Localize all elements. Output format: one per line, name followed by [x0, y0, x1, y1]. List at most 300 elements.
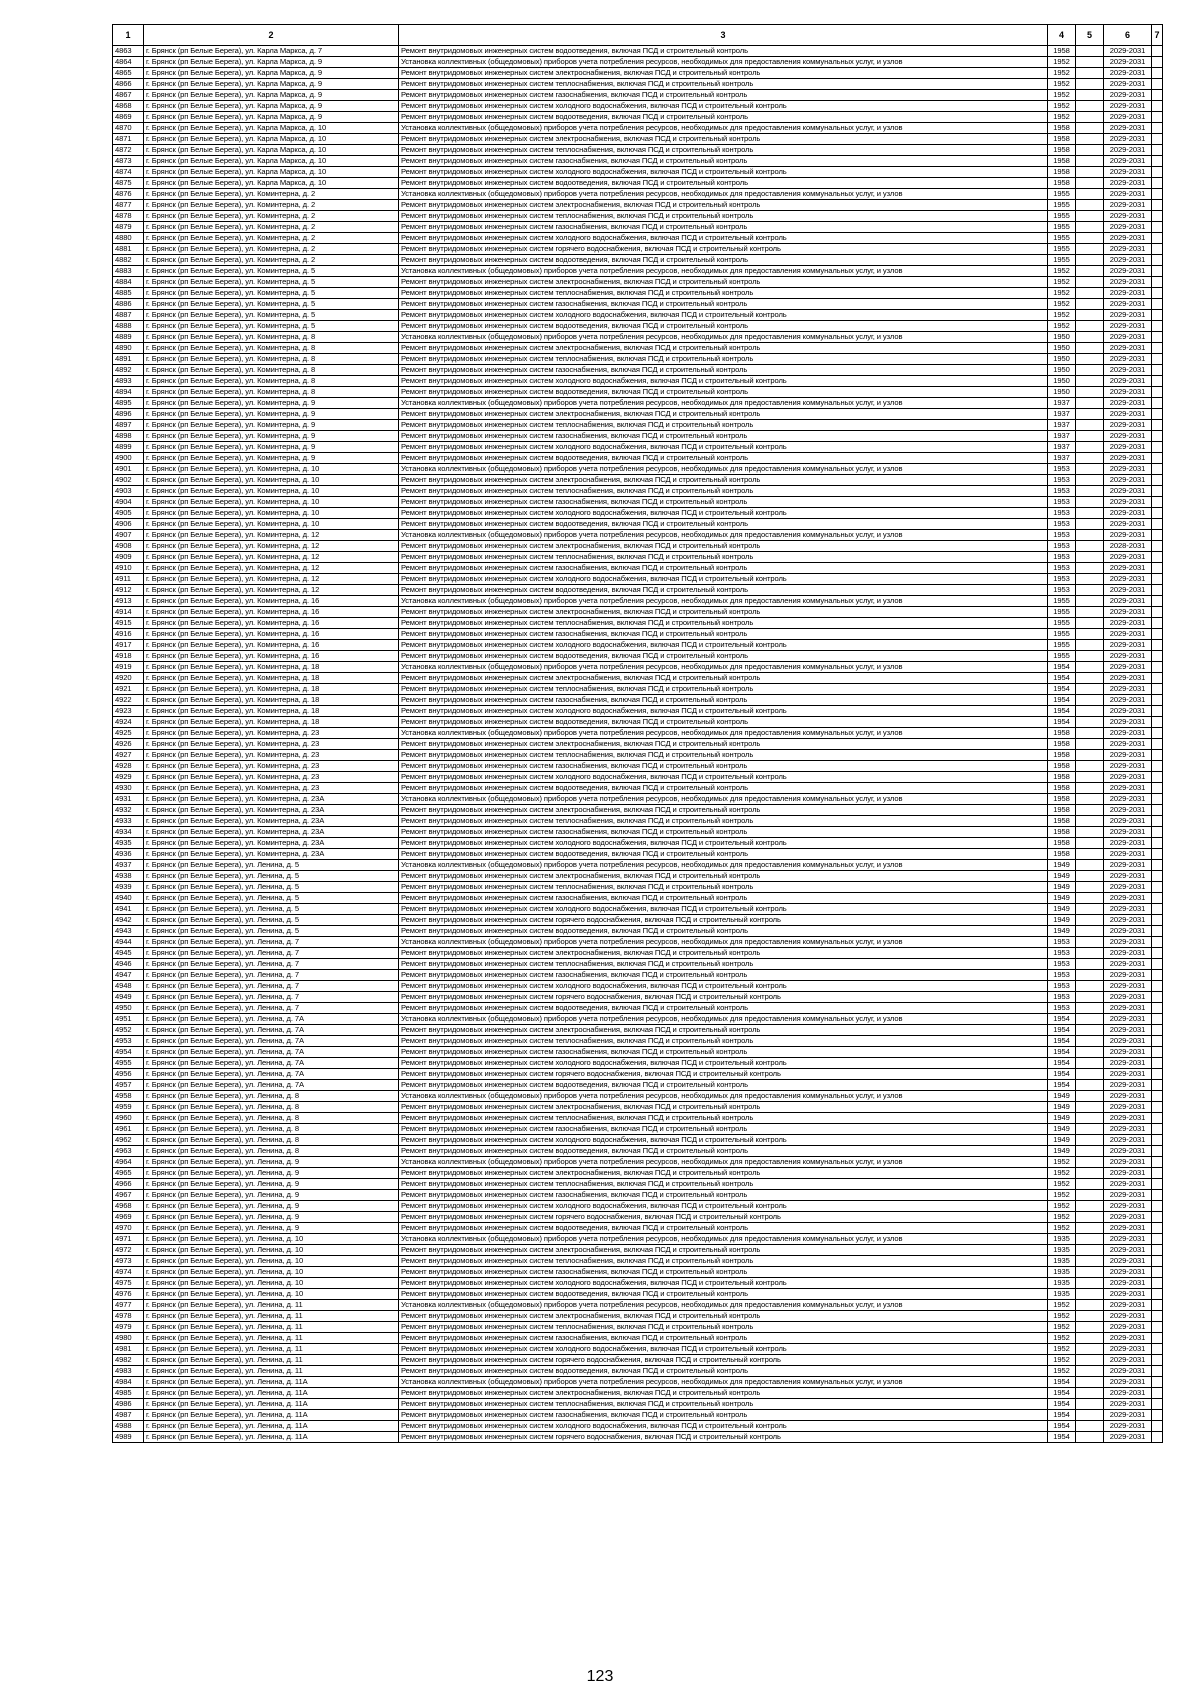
row-number: 4876 — [113, 189, 144, 200]
work-type-cell: Ремонт внутридомовых инженерных систем водоотведения, включая ПСД и строительный контроль — [399, 783, 1048, 794]
row-number: 4887 — [113, 310, 144, 321]
address-cell: г. Брянск (рп Белые Берега), ул. Коминтерна, д. 10 — [144, 486, 399, 497]
period-cell: 2029-2031 — [1104, 1212, 1152, 1223]
column-5-cell — [1076, 640, 1104, 651]
year-built-cell: 1958 — [1048, 750, 1076, 761]
column-5-cell — [1076, 1036, 1104, 1047]
column-7-cell — [1152, 211, 1163, 222]
period-cell: 2029-2031 — [1104, 409, 1152, 420]
address-cell: г. Брянск (рп Белые Берега), ул. Ленина, д. 11А — [144, 1399, 399, 1410]
address-cell: г. Брянск (рп Белые Берега), ул. Ленина, д. 11А — [144, 1388, 399, 1399]
work-type-cell: Ремонт внутридомовых инженерных систем водоотведения, включая ПСД и строительный контроль — [399, 1080, 1048, 1091]
year-built-cell: 1958 — [1048, 167, 1076, 178]
year-built-cell: 1958 — [1048, 827, 1076, 838]
column-5-cell — [1076, 607, 1104, 618]
address-cell: г. Брянск (рп Белые Берега), ул. Коминтерна, д. 2 — [144, 211, 399, 222]
year-built-cell: 1954 — [1048, 706, 1076, 717]
column-7-cell — [1152, 1091, 1163, 1102]
table-row — [113, 783, 1163, 794]
column-5-cell — [1076, 134, 1104, 145]
column-7-cell — [1152, 508, 1163, 519]
row-number: 4937 — [113, 860, 144, 871]
row-number: 4872 — [113, 145, 144, 156]
column-5-cell — [1076, 1322, 1104, 1333]
table-row — [113, 1333, 1163, 1344]
table-row — [113, 1036, 1163, 1047]
column-7-cell — [1152, 585, 1163, 596]
address-cell: г. Брянск (рп Белые Берега), ул. Коминтерна, д. 2 — [144, 244, 399, 255]
year-built-cell: 1950 — [1048, 343, 1076, 354]
work-type-cell: Установка коллективных (общедомовых) приборов учета потребления ресурсов, необходимых для предоставления коммунальных услуг, и узлов — [399, 266, 1048, 277]
period-cell: 2029-2031 — [1104, 651, 1152, 662]
column-7-cell — [1152, 1245, 1163, 1256]
work-type-cell: Ремонт внутридомовых инженерных систем газоснабжения, включая ПСД и строительный контроль — [399, 497, 1048, 508]
table-row — [113, 1135, 1163, 1146]
column-5-cell — [1076, 222, 1104, 233]
column-5-cell — [1076, 1135, 1104, 1146]
row-number: 4976 — [113, 1289, 144, 1300]
work-type-cell: Ремонт внутридомовых инженерных систем теплоснабжения, включая ПСД и строительный контроль — [399, 486, 1048, 497]
address-cell: г. Брянск (рп Белые Берега), ул. Ленина, д. 9 — [144, 1212, 399, 1223]
column-7-cell — [1152, 1432, 1163, 1443]
table-row — [113, 310, 1163, 321]
table-row — [113, 816, 1163, 827]
year-built-cell: 1953 — [1048, 530, 1076, 541]
table-row — [113, 761, 1163, 772]
year-built-cell: 1954 — [1048, 1047, 1076, 1058]
column-7-cell — [1152, 497, 1163, 508]
period-cell: 2029-2031 — [1104, 486, 1152, 497]
period-cell: 2029-2031 — [1104, 926, 1152, 937]
work-type-cell: Ремонт внутридомовых инженерных систем электроснабжения, включая ПСД и строительный контроль — [399, 1168, 1048, 1179]
work-type-cell: Ремонт внутридомовых инженерных систем холодного водоснабжения, включая ПСД и строительный контроль — [399, 772, 1048, 783]
period-cell: 2029-2031 — [1104, 211, 1152, 222]
address-cell: г. Брянск (рп Белые Берега), ул. Коминтерна, д. 23А — [144, 838, 399, 849]
work-type-cell: Ремонт внутридомовых инженерных систем холодного водоснабжения, включая ПСД и строительный контроль — [399, 442, 1048, 453]
column-7-cell — [1152, 1355, 1163, 1366]
column-7-cell — [1152, 662, 1163, 673]
column-7-cell — [1152, 398, 1163, 409]
period-cell: 2029-2031 — [1104, 244, 1152, 255]
row-number: 4874 — [113, 167, 144, 178]
work-type-cell: Установка коллективных (общедомовых) приборов учета потребления ресурсов, необходимых для предоставления коммунальных услуг, и узлов — [399, 1377, 1048, 1388]
table-row — [113, 992, 1163, 1003]
column-5-cell — [1076, 684, 1104, 695]
address-cell: г. Брянск (рп Белые Берега), ул. Карла Маркса, д. 7 — [144, 46, 399, 57]
column-5-cell — [1076, 475, 1104, 486]
year-built-cell: 1953 — [1048, 475, 1076, 486]
column-7-cell — [1152, 112, 1163, 123]
row-number: 4939 — [113, 882, 144, 893]
period-cell: 2029-2031 — [1104, 706, 1152, 717]
address-cell: г. Брянск (рп Белые Берега), ул. Коминтерна, д. 18 — [144, 717, 399, 728]
row-number: 4867 — [113, 90, 144, 101]
address-cell: г. Брянск (рп Белые Берега), ул. Коминтерна, д. 9 — [144, 398, 399, 409]
address-cell: г. Брянск (рп Белые Берега), ул. Карла Маркса, д. 10 — [144, 134, 399, 145]
column-5-cell — [1076, 970, 1104, 981]
row-number: 4918 — [113, 651, 144, 662]
column-7-cell — [1152, 266, 1163, 277]
column-7-cell — [1152, 442, 1163, 453]
table-row — [113, 1300, 1163, 1311]
period-cell: 2029-2031 — [1104, 1146, 1152, 1157]
row-number: 4936 — [113, 849, 144, 860]
column-5-cell — [1076, 959, 1104, 970]
year-built-cell: 1953 — [1048, 563, 1076, 574]
work-type-cell: Ремонт внутридомовых инженерных систем газоснабжения, включая ПСД и строительный контроль — [399, 1410, 1048, 1421]
period-cell: 2029-2031 — [1104, 629, 1152, 640]
column-5-cell — [1076, 761, 1104, 772]
row-number: 4943 — [113, 926, 144, 937]
table-row — [113, 1047, 1163, 1058]
period-cell: 2029-2031 — [1104, 1091, 1152, 1102]
work-type-cell: Ремонт внутридомовых инженерных систем водоотведения, включая ПСД и строительный контроль — [399, 112, 1048, 123]
period-cell: 2029-2031 — [1104, 46, 1152, 57]
year-built-cell: 1949 — [1048, 915, 1076, 926]
work-type-cell: Ремонт внутридомовых инженерных систем холодного водоснабжения, включая ПСД и строительный контроль — [399, 1058, 1048, 1069]
table-row — [113, 673, 1163, 684]
work-type-cell: Ремонт внутридомовых инженерных систем теплоснабжения, включая ПСД и строительный контроль — [399, 1322, 1048, 1333]
address-cell: г. Брянск (рп Белые Берега), ул. Ленина, д. 8 — [144, 1102, 399, 1113]
column-5-cell — [1076, 1410, 1104, 1421]
work-type-cell: Ремонт внутридомовых инженерных систем холодного водоснабжения, включая ПСД и строительный контроль — [399, 640, 1048, 651]
column-5-cell — [1076, 673, 1104, 684]
column-7-cell — [1152, 200, 1163, 211]
table-row — [113, 519, 1163, 530]
row-number: 4928 — [113, 761, 144, 772]
period-cell: 2029-2031 — [1104, 1168, 1152, 1179]
column-7-cell — [1152, 453, 1163, 464]
column-5-cell — [1076, 618, 1104, 629]
column-5-cell — [1076, 1146, 1104, 1157]
column-5-cell — [1076, 321, 1104, 332]
row-number: 4953 — [113, 1036, 144, 1047]
year-built-cell: 1935 — [1048, 1278, 1076, 1289]
column-5-cell — [1076, 123, 1104, 134]
column-7-cell — [1152, 1289, 1163, 1300]
address-cell: г. Брянск (рп Белые Берега), ул. Карла Маркса, д. 10 — [144, 167, 399, 178]
row-number: 4883 — [113, 266, 144, 277]
work-type-cell: Ремонт внутридомовых инженерных систем горячего водоснабжения, включая ПСД и строительный контроль — [399, 1432, 1048, 1443]
column-7-cell — [1152, 189, 1163, 200]
column-header-4: 4 — [1048, 25, 1076, 46]
column-7-cell — [1152, 1278, 1163, 1289]
work-type-cell: Ремонт внутридомовых инженерных систем теплоснабжения, включая ПСД и строительный контроль — [399, 1036, 1048, 1047]
column-7-cell — [1152, 970, 1163, 981]
column-7-cell — [1152, 1036, 1163, 1047]
column-5-cell — [1076, 233, 1104, 244]
period-cell: 2029-2031 — [1104, 981, 1152, 992]
address-cell: г. Брянск (рп Белые Берега), ул. Коминтерна, д. 23А — [144, 816, 399, 827]
column-5-cell — [1076, 266, 1104, 277]
row-number: 4970 — [113, 1223, 144, 1234]
column-7-cell — [1152, 134, 1163, 145]
address-cell: г. Брянск (рп Белые Берега), ул. Коминтерна, д. 10 — [144, 497, 399, 508]
year-built-cell: 1958 — [1048, 145, 1076, 156]
column-5-cell — [1076, 1256, 1104, 1267]
row-number: 4941 — [113, 904, 144, 915]
column-5-cell — [1076, 728, 1104, 739]
table-row — [113, 574, 1163, 585]
work-type-cell: Ремонт внутридомовых инженерных систем холодного водоснабжения, включая ПСД и строительный контроль — [399, 706, 1048, 717]
period-cell: 2029-2031 — [1104, 1025, 1152, 1036]
table-row — [113, 1355, 1163, 1366]
year-built-cell: 1935 — [1048, 1256, 1076, 1267]
year-built-cell: 1952 — [1048, 1311, 1076, 1322]
column-7-cell — [1152, 57, 1163, 68]
period-cell: 2029-2031 — [1104, 1190, 1152, 1201]
address-cell: г. Брянск (рп Белые Берега), ул. Ленина, д. 7А — [144, 1069, 399, 1080]
year-built-cell: 1950 — [1048, 365, 1076, 376]
year-built-cell: 1952 — [1048, 1355, 1076, 1366]
column-5-cell — [1076, 1399, 1104, 1410]
column-7-cell — [1152, 926, 1163, 937]
table-row — [113, 706, 1163, 717]
column-7-cell — [1152, 178, 1163, 189]
address-cell: г. Брянск (рп Белые Берега), ул. Ленина, д. 8 — [144, 1091, 399, 1102]
row-number: 4964 — [113, 1157, 144, 1168]
table-row — [113, 112, 1163, 123]
period-cell: 2029-2031 — [1104, 497, 1152, 508]
period-cell: 2029-2031 — [1104, 354, 1152, 365]
address-cell: г. Брянск (рп Белые Берега), ул. Ленина, д. 7А — [144, 1025, 399, 1036]
year-built-cell: 1937 — [1048, 420, 1076, 431]
year-built-cell: 1953 — [1048, 464, 1076, 475]
address-cell: г. Брянск (рп Белые Берега), ул. Ленина, д. 7 — [144, 981, 399, 992]
year-built-cell: 1952 — [1048, 1157, 1076, 1168]
period-cell: 2029-2031 — [1104, 695, 1152, 706]
column-5-cell — [1076, 1047, 1104, 1058]
address-cell: г. Брянск (рп Белые Берега), ул. Карла Маркса, д. 9 — [144, 68, 399, 79]
table-row — [113, 321, 1163, 332]
row-number: 4986 — [113, 1399, 144, 1410]
address-cell: г. Брянск (рп Белые Берега), ул. Коминтерна, д. 8 — [144, 343, 399, 354]
column-5-cell — [1076, 717, 1104, 728]
row-number: 4914 — [113, 607, 144, 618]
address-cell: г. Брянск (рп Белые Берега), ул. Коминтерна, д. 16 — [144, 618, 399, 629]
work-type-cell: Ремонт внутридомовых инженерных систем газоснабжения, включая ПСД и строительный контроль — [399, 1267, 1048, 1278]
column-5-cell — [1076, 1091, 1104, 1102]
address-cell: г. Брянск (рп Белые Берега), ул. Ленина, д. 7А — [144, 1080, 399, 1091]
year-built-cell: 1954 — [1048, 684, 1076, 695]
row-number: 4934 — [113, 827, 144, 838]
row-number: 4944 — [113, 937, 144, 948]
period-cell: 2029-2031 — [1104, 871, 1152, 882]
column-7-cell — [1152, 354, 1163, 365]
address-cell: г. Брянск (рп Белые Берега), ул. Ленина, д. 5 — [144, 926, 399, 937]
column-7-cell — [1152, 90, 1163, 101]
column-7-cell — [1152, 860, 1163, 871]
year-built-cell: 1954 — [1048, 1025, 1076, 1036]
row-number: 4896 — [113, 409, 144, 420]
column-5-cell — [1076, 244, 1104, 255]
year-built-cell: 1949 — [1048, 1135, 1076, 1146]
period-cell: 2029-2031 — [1104, 893, 1152, 904]
table-row — [113, 464, 1163, 475]
row-number: 4926 — [113, 739, 144, 750]
column-7-cell — [1152, 255, 1163, 266]
work-type-cell: Ремонт внутридомовых инженерных систем теплоснабжения, включая ПСД и строительный контроль — [399, 420, 1048, 431]
period-cell: 2029-2031 — [1104, 1014, 1152, 1025]
row-number: 4973 — [113, 1256, 144, 1267]
table-row — [113, 1278, 1163, 1289]
column-5-cell — [1076, 57, 1104, 68]
period-cell: 2029-2031 — [1104, 585, 1152, 596]
work-type-cell: Ремонт внутридомовых инженерных систем газоснабжения, включая ПСД и строительный контроль — [399, 1190, 1048, 1201]
year-built-cell: 1952 — [1048, 1366, 1076, 1377]
column-5-cell — [1076, 838, 1104, 849]
table-row — [113, 1311, 1163, 1322]
column-7-cell — [1152, 475, 1163, 486]
table-row — [113, 915, 1163, 926]
column-7-cell — [1152, 376, 1163, 387]
year-built-cell: 1955 — [1048, 255, 1076, 266]
period-cell: 2029-2031 — [1104, 1179, 1152, 1190]
column-7-cell — [1152, 739, 1163, 750]
column-5-cell — [1076, 1333, 1104, 1344]
column-5-cell — [1076, 1058, 1104, 1069]
column-7-cell — [1152, 222, 1163, 233]
column-7-cell — [1152, 596, 1163, 607]
column-7-cell — [1152, 167, 1163, 178]
column-7-cell — [1152, 1322, 1163, 1333]
work-type-cell: Ремонт внутридомовых инженерных систем электроснабжения, включая ПСД и строительный контроль — [399, 200, 1048, 211]
work-type-cell: Ремонт внутридомовых инженерных систем горячего водоснабжения, включая ПСД и строительный контроль — [399, 1212, 1048, 1223]
work-type-cell: Ремонт внутридомовых инженерных систем водоотведения, включая ПСД и строительный контроль — [399, 849, 1048, 860]
row-number: 4894 — [113, 387, 144, 398]
address-cell: г. Брянск (рп Белые Берега), ул. Коминтерна, д. 9 — [144, 409, 399, 420]
row-number: 4959 — [113, 1102, 144, 1113]
year-built-cell: 1953 — [1048, 519, 1076, 530]
address-cell: г. Брянск (рп Белые Берега), ул. Ленина, д. 8 — [144, 1146, 399, 1157]
column-5-cell — [1076, 453, 1104, 464]
work-type-cell: Ремонт внутридомовых инженерных систем газоснабжения, включая ПСД и строительный контроль — [399, 629, 1048, 640]
table-row — [113, 222, 1163, 233]
year-built-cell: 1953 — [1048, 552, 1076, 563]
header-row — [113, 25, 1163, 46]
period-cell: 2029-2031 — [1104, 1036, 1152, 1047]
column-7-cell — [1152, 1146, 1163, 1157]
table-row — [113, 651, 1163, 662]
year-built-cell: 1955 — [1048, 200, 1076, 211]
period-cell: 2029-2031 — [1104, 266, 1152, 277]
period-cell: 2029-2031 — [1104, 101, 1152, 112]
work-type-cell: Ремонт внутридомовых инженерных систем водоотведения, включая ПСД и строительный контроль — [399, 1366, 1048, 1377]
period-cell: 2029-2031 — [1104, 420, 1152, 431]
column-7-cell — [1152, 981, 1163, 992]
period-cell: 2029-2031 — [1104, 970, 1152, 981]
year-built-cell: 1949 — [1048, 1102, 1076, 1113]
year-built-cell: 1955 — [1048, 222, 1076, 233]
table-row — [113, 365, 1163, 376]
period-cell: 2029-2031 — [1104, 1245, 1152, 1256]
year-built-cell: 1935 — [1048, 1267, 1076, 1278]
address-cell: г. Брянск (рп Белые Берега), ул. Коминтерна, д. 16 — [144, 651, 399, 662]
address-cell: г. Брянск (рп Белые Берега), ул. Коминтерна, д. 12 — [144, 541, 399, 552]
column-5-cell — [1076, 1366, 1104, 1377]
period-cell: 2029-2031 — [1104, 112, 1152, 123]
row-number: 4873 — [113, 156, 144, 167]
table-row — [113, 57, 1163, 68]
column-7-cell — [1152, 1311, 1163, 1322]
row-number: 4978 — [113, 1311, 144, 1322]
year-built-cell: 1955 — [1048, 629, 1076, 640]
row-number: 4869 — [113, 112, 144, 123]
table-row — [113, 1267, 1163, 1278]
row-number: 4898 — [113, 431, 144, 442]
column-7-cell — [1152, 1135, 1163, 1146]
work-type-cell: Ремонт внутридомовых инженерных систем электроснабжения, включая ПСД и строительный контроль — [399, 68, 1048, 79]
row-number: 4952 — [113, 1025, 144, 1036]
column-header-2: 2 — [144, 25, 399, 46]
row-number: 4885 — [113, 288, 144, 299]
address-cell: г. Брянск (рп Белые Берега), ул. Ленина, д. 5 — [144, 915, 399, 926]
column-7-cell — [1152, 431, 1163, 442]
period-cell: 2029-2031 — [1104, 1047, 1152, 1058]
column-7-cell — [1152, 1190, 1163, 1201]
year-built-cell: 1955 — [1048, 607, 1076, 618]
year-built-cell: 1950 — [1048, 387, 1076, 398]
work-type-cell: Ремонт внутридомовых инженерных систем водоотведения, включая ПСД и строительный контроль — [399, 717, 1048, 728]
row-number: 4925 — [113, 728, 144, 739]
period-cell: 2029-2031 — [1104, 1278, 1152, 1289]
year-built-cell: 1958 — [1048, 46, 1076, 57]
column-5-cell — [1076, 1432, 1104, 1443]
row-number: 4899 — [113, 442, 144, 453]
row-number: 4930 — [113, 783, 144, 794]
row-number: 4984 — [113, 1377, 144, 1388]
period-cell: 2029-2031 — [1104, 750, 1152, 761]
column-5-cell — [1076, 1069, 1104, 1080]
column-5-cell — [1076, 387, 1104, 398]
address-cell: г. Брянск (рп Белые Берега), ул. Ленина, д. 7 — [144, 992, 399, 1003]
table-row — [113, 860, 1163, 871]
column-5-cell — [1076, 90, 1104, 101]
work-type-cell: Ремонт внутридомовых инженерных систем газоснабжения, включая ПСД и строительный контроль — [399, 695, 1048, 706]
table-row — [113, 728, 1163, 739]
work-type-cell: Ремонт внутридомовых инженерных систем горячего водоснабжения, включая ПСД и строительный контроль — [399, 244, 1048, 255]
address-cell: г. Брянск (рп Белые Берега), ул. Ленина, д. 10 — [144, 1278, 399, 1289]
column-5-cell — [1076, 1421, 1104, 1432]
work-type-cell: Установка коллективных (общедомовых) приборов учета потребления ресурсов, необходимых для предоставления коммунальных услуг, и узлов — [399, 596, 1048, 607]
year-built-cell: 1952 — [1048, 1223, 1076, 1234]
year-built-cell: 1952 — [1048, 277, 1076, 288]
table-row — [113, 1223, 1163, 1234]
row-number: 4917 — [113, 640, 144, 651]
period-cell: 2029-2031 — [1104, 442, 1152, 453]
column-7-cell — [1152, 387, 1163, 398]
work-type-cell: Ремонт внутридомовых инженерных систем электроснабжения, включая ПСД и строительный контроль — [399, 1102, 1048, 1113]
table-row — [113, 123, 1163, 134]
address-cell: г. Брянск (рп Белые Берега), ул. Ленина, д. 10 — [144, 1245, 399, 1256]
year-built-cell: 1954 — [1048, 1410, 1076, 1421]
column-5-cell — [1076, 1388, 1104, 1399]
table-row — [113, 695, 1163, 706]
table-row — [113, 376, 1163, 387]
work-type-cell: Ремонт внутридомовых инженерных систем холодного водоснабжения, включая ПСД и строительный контроль — [399, 376, 1048, 387]
table-row — [113, 431, 1163, 442]
work-type-cell: Ремонт внутридомовых инженерных систем электроснабжения, включая ПСД и строительный контроль — [399, 134, 1048, 145]
column-5-cell — [1076, 420, 1104, 431]
table-row — [113, 233, 1163, 244]
row-number: 4921 — [113, 684, 144, 695]
column-7-cell — [1152, 772, 1163, 783]
period-cell: 2029-2031 — [1104, 1058, 1152, 1069]
column-5-cell — [1076, 827, 1104, 838]
work-type-cell: Ремонт внутридомовых инженерных систем теплоснабжения, включая ПСД и строительный контроль — [399, 354, 1048, 365]
address-cell: г. Брянск (рп Белые Берега), ул. Ленина, д. 9 — [144, 1190, 399, 1201]
period-cell: 2029-2031 — [1104, 167, 1152, 178]
